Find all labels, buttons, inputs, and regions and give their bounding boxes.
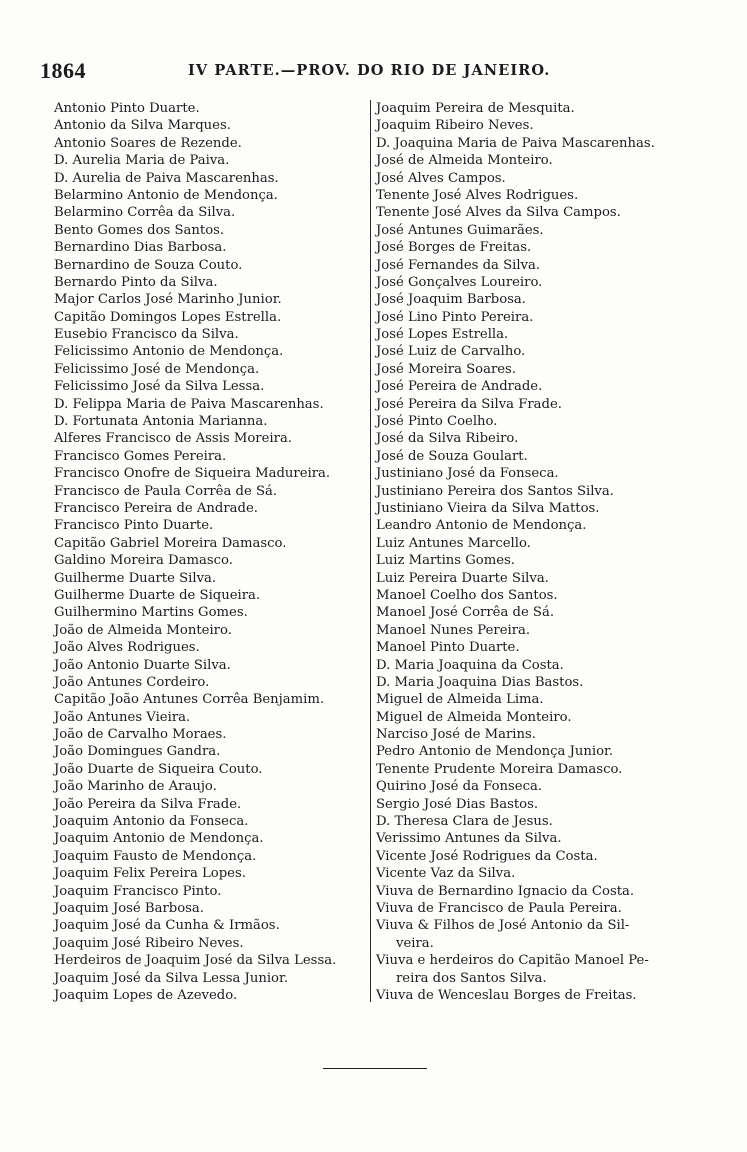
list-item: Francisco Pereira de Andrade.: [54, 500, 258, 516]
list-item: Miguel de Almeida Lima.: [376, 692, 544, 708]
list-item: José Luiz de Carvalho.: [376, 344, 526, 360]
list-item: João de Carvalho Moraes.: [54, 727, 227, 743]
list-item: Guilherme Duarte Silva.: [54, 570, 217, 586]
list-item: Belarmino Antonio de Mendonça.: [54, 187, 278, 203]
list-item: Verissimo Antunes da Silva.: [376, 831, 562, 847]
list-item: Joaquim José Barbosa.: [54, 900, 204, 916]
list-item: João Pereira da Silva Frade.: [54, 796, 242, 812]
list-item: José Lopes Estrella.: [376, 327, 509, 343]
list-item: Eusebio Francisco da Silva.: [54, 327, 239, 343]
page-number: 1864: [40, 58, 86, 83]
list-item: Francisco Gomes Pereira.: [54, 448, 227, 464]
list-item: Luiz Martins Gomes.: [376, 553, 515, 569]
list-item: João Duarte de Siqueira Couto.: [54, 761, 263, 777]
list-item: D. Aurelia de Paiva Mascarenhas.: [54, 170, 279, 186]
list-item: Joaquim José da Silva Lessa Junior.: [54, 970, 289, 986]
list-item: Manoel José Corrêa de Sá.: [376, 605, 555, 621]
list-item: Guilherme Duarte de Siqueira.: [54, 587, 261, 603]
left-column: [54, 100, 369, 1004]
list-item: Quirino José da Fonseca.: [376, 779, 543, 795]
list-item: D. Felippa Maria de Paiva Mascarenhas.: [54, 396, 324, 412]
list-item: Bernardino Dias Barbosa.: [54, 240, 227, 256]
list-item: Bernardo Pinto da Silva.: [54, 274, 218, 290]
list-item: José da Silva Ribeiro.: [376, 431, 519, 447]
list-item: Capitão Domingos Lopes Estrella.: [54, 309, 282, 325]
list-item: Tenente José Alves da Silva Campos.: [376, 205, 621, 221]
list-item: Bernardino de Souza Couto.: [54, 257, 243, 273]
list-item: Joaquim José Ribeiro Neves.: [54, 935, 244, 951]
list-item: Leandro Antonio de Mendonça.: [376, 518, 587, 534]
list-item: João Marinho de Araujo.: [54, 779, 217, 795]
list-item: D. Maria Joaquina da Costa.: [376, 657, 564, 673]
list-item: Joaquim Pereira de Mesquita.: [376, 101, 575, 116]
list-item: José Pereira da Silva Frade.: [376, 396, 562, 412]
list-item: Pedro Antonio de Mendonça Junior.: [376, 744, 614, 760]
list-item: Justiniano Pereira dos Santos Silva.: [376, 483, 614, 499]
list-item: João de Almeida Monteiro.: [54, 622, 232, 638]
running-title: IV PARTE.—PROV. DO RIO DE JANEIRO.: [188, 62, 551, 79]
list-item: Joaquim José da Cunha & Irmãos.: [54, 918, 280, 934]
list-item: D. Aurelia Maria de Paiva.: [54, 153, 230, 169]
list-item: Manoel Nunes Pereira.: [376, 622, 531, 638]
list-item: Major Carlos José Marinho Junior.: [54, 292, 282, 308]
list-item: José Pereira de Andrade.: [376, 379, 543, 395]
list-item: Joaquim Felix Pereira Lopes.: [54, 866, 246, 882]
list-item: Tenente José Alves Rodrigues.: [376, 187, 579, 203]
list-item: José Alves Campos.: [376, 170, 506, 186]
list-item: Sergio José Dias Bastos.: [376, 796, 539, 812]
list-item: José Antunes Guimarães.: [376, 222, 544, 238]
list-item: Vicente Vaz da Silva.: [376, 866, 516, 882]
list-item: Tenente Prudente Moreira Damasco.: [376, 761, 623, 777]
list-item: Viuva & Filhos de José Antonio da Sil-: [376, 918, 630, 934]
right-column: [376, 100, 696, 1004]
list-item: Felicissimo José da Silva Lessa.: [54, 379, 265, 395]
list-item: Luiz Antunes Marcello.: [376, 535, 531, 551]
list-item: Luiz Pereira Duarte Silva.: [376, 570, 549, 586]
list-item: José Gonçalves Loureiro.: [376, 274, 543, 290]
list-item: José Joaquim Barbosa.: [376, 292, 526, 308]
list-item: Joaquim Francisco Pinto.: [54, 883, 222, 899]
list-item: Narciso José de Marins.: [376, 727, 536, 743]
list-item: Justiniano José da Fonseca.: [376, 466, 559, 482]
list-item: Antonio Soares de Rezende.: [54, 135, 242, 151]
list-item: Galdino Moreira Damasco.: [54, 553, 233, 569]
list-item: Capitão João Antunes Corrêa Benjamim.: [54, 692, 325, 708]
list-item: Joaquim Antonio da Fonseca.: [54, 814, 249, 830]
list-item: Miguel de Almeida Monteiro.: [376, 709, 572, 725]
list-item: João Alves Rodrigues.: [54, 640, 200, 656]
list-item: Felicissimo Antonio de Mendonça.: [54, 344, 284, 360]
page-header: [40, 58, 720, 86]
list-item: D. Maria Joaquina Dias Bastos.: [376, 674, 584, 690]
list-item: Francisco Onofre de Siqueira Madureira.: [54, 466, 331, 482]
list-item: Antonio Pinto Duarte.: [54, 101, 200, 116]
list-item: Felicissimo José de Mendonça.: [54, 361, 260, 377]
list-item: José Borges de Freitas.: [376, 240, 532, 256]
list-item: veira.: [396, 935, 434, 951]
list-item: João Antonio Duarte Silva.: [54, 657, 231, 673]
list-item: D. Theresa Clara de Jesus.: [376, 814, 553, 830]
list-item: Viuva e herdeiros do Capitão Manoel Pe-: [376, 953, 649, 969]
list-item: Vicente José Rodrigues da Costa.: [376, 848, 598, 864]
list-item: Manoel Coelho dos Santos.: [376, 587, 558, 603]
list-item: D. Fortunata Antonia Marianna.: [54, 414, 268, 430]
list-item: José de Almeida Monteiro.: [376, 153, 553, 169]
list-item: José de Souza Goulart.: [376, 448, 528, 464]
list-item: Antonio da Silva Marques.: [54, 118, 231, 134]
list-item: João Domingues Gandra.: [54, 744, 221, 760]
list-item: Capitão Gabriel Moreira Damasco.: [54, 535, 287, 551]
list-item: José Pinto Coelho.: [376, 414, 498, 430]
footer-rule: [323, 1068, 427, 1069]
list-item: Joaquim Fausto de Mendonça.: [54, 848, 257, 864]
list-item: Bento Gomes dos Santos.: [54, 222, 225, 238]
list-item: Viuva de Bernardino Ignacio da Costa.: [376, 883, 635, 899]
column-divider: [370, 100, 371, 1002]
list-item: Viuva de Francisco de Paula Pereira.: [376, 900, 622, 916]
list-item: João Antunes Cordeiro.: [54, 674, 210, 690]
list-item: Francisco Pinto Duarte.: [54, 518, 214, 534]
list-item: D. Joaquina Maria de Paiva Mascarenhas.: [376, 135, 655, 151]
list-item: Joaquim Ribeiro Neves.: [376, 118, 534, 134]
list-item: Justiniano Vieira da Silva Mattos.: [376, 500, 600, 516]
list-item: José Moreira Soares.: [376, 361, 517, 377]
list-item: José Lino Pinto Pereira.: [376, 309, 534, 325]
list-item: Guilhermino Martins Gomes.: [54, 605, 248, 621]
list-item: Herdeiros de Joaquim José da Silva Lessa.: [54, 953, 337, 969]
list-item: Manoel Pinto Duarte.: [376, 640, 520, 656]
list-item: reira dos Santos Silva.: [396, 970, 547, 986]
list-item: Joaquim Lopes de Azevedo.: [54, 987, 238, 1003]
list-item: Viuva de Wenceslau Borges de Freitas.: [376, 987, 637, 1003]
list-item: João Antunes Vieira.: [54, 709, 191, 725]
list-item: Belarmino Corrêa da Silva.: [54, 205, 236, 221]
list-item: Joaquim Antonio de Mendonça.: [54, 831, 264, 847]
list-item: José Fernandes da Silva.: [376, 257, 541, 273]
list-item: Francisco de Paula Corrêa de Sá.: [54, 483, 278, 499]
list-item: Alferes Francisco de Assis Moreira.: [54, 431, 292, 447]
